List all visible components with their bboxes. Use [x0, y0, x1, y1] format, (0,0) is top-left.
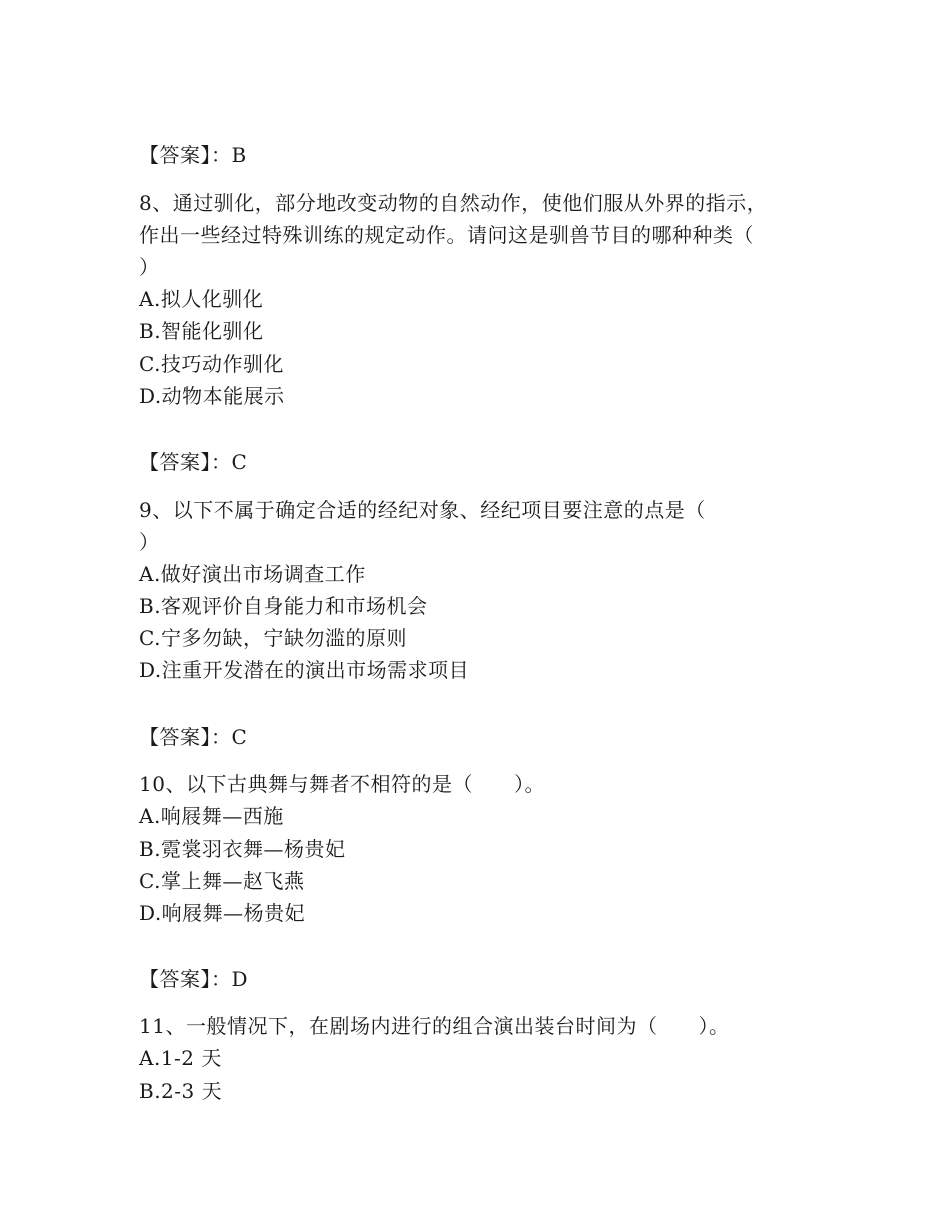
- question-8-stem-line-1: 8、通过驯化，部分地改变动物的自然动作，使他们服从外界的指示，: [139, 191, 768, 215]
- question-8-stem-line-3: ）: [139, 255, 160, 279]
- answer-q9: 【答案】：C: [139, 725, 248, 749]
- question-10-option-d: D.响屐舞—杨贵妃: [139, 901, 306, 925]
- question-10-stem-line-1: 10、以下古典舞与舞者不相符的是（ ）。: [139, 772, 545, 796]
- question-9-option-d: D.注重开发潜在的演出市场需求项目: [139, 658, 470, 682]
- question-11-stem-line-1: 11、一般情况下，在剧场内进行的组合演出装台时间为（ ）。: [139, 1014, 730, 1038]
- question-10-option-b: B.霓裳羽衣舞—杨贵妃: [139, 837, 346, 861]
- question-11-option-b: B.2-3 天: [139, 1079, 223, 1103]
- question-8-stem-line-2: 作出一些经过特殊训练的规定动作。请问这是驯兽节目的哪种种类（: [139, 223, 754, 247]
- question-9-option-b: B.客观评价自身能力和市场机会: [139, 594, 428, 618]
- question-8-option-d: D.动物本能展示: [139, 384, 285, 408]
- question-9-option-c: C.宁多勿缺，宁缺勿滥的原则: [139, 626, 407, 650]
- answer-q7: 【答案】：B: [139, 143, 247, 167]
- question-11-option-a: A.1-2 天: [139, 1046, 222, 1070]
- question-8-option-a: A.拟人化驯化: [139, 287, 264, 311]
- question-9-option-a: A.做好演出市场调查工作: [139, 562, 366, 586]
- answer-q8: 【答案】：C: [139, 450, 248, 474]
- question-10-option-a: A.响屐舞—西施: [139, 804, 284, 828]
- question-8-option-c: C.技巧动作驯化: [139, 352, 284, 376]
- question-9-stem-line-1: 9、以下不属于确定合适的经纪对象、经纪项目要注意的点是（: [139, 498, 706, 522]
- question-9-stem-line-2: ）: [139, 530, 160, 554]
- answer-q10: 【答案】：D: [139, 967, 249, 991]
- question-10-option-c: C.掌上舞—赵飞燕: [139, 869, 305, 893]
- question-8-option-b: B.智能化驯化: [139, 319, 264, 343]
